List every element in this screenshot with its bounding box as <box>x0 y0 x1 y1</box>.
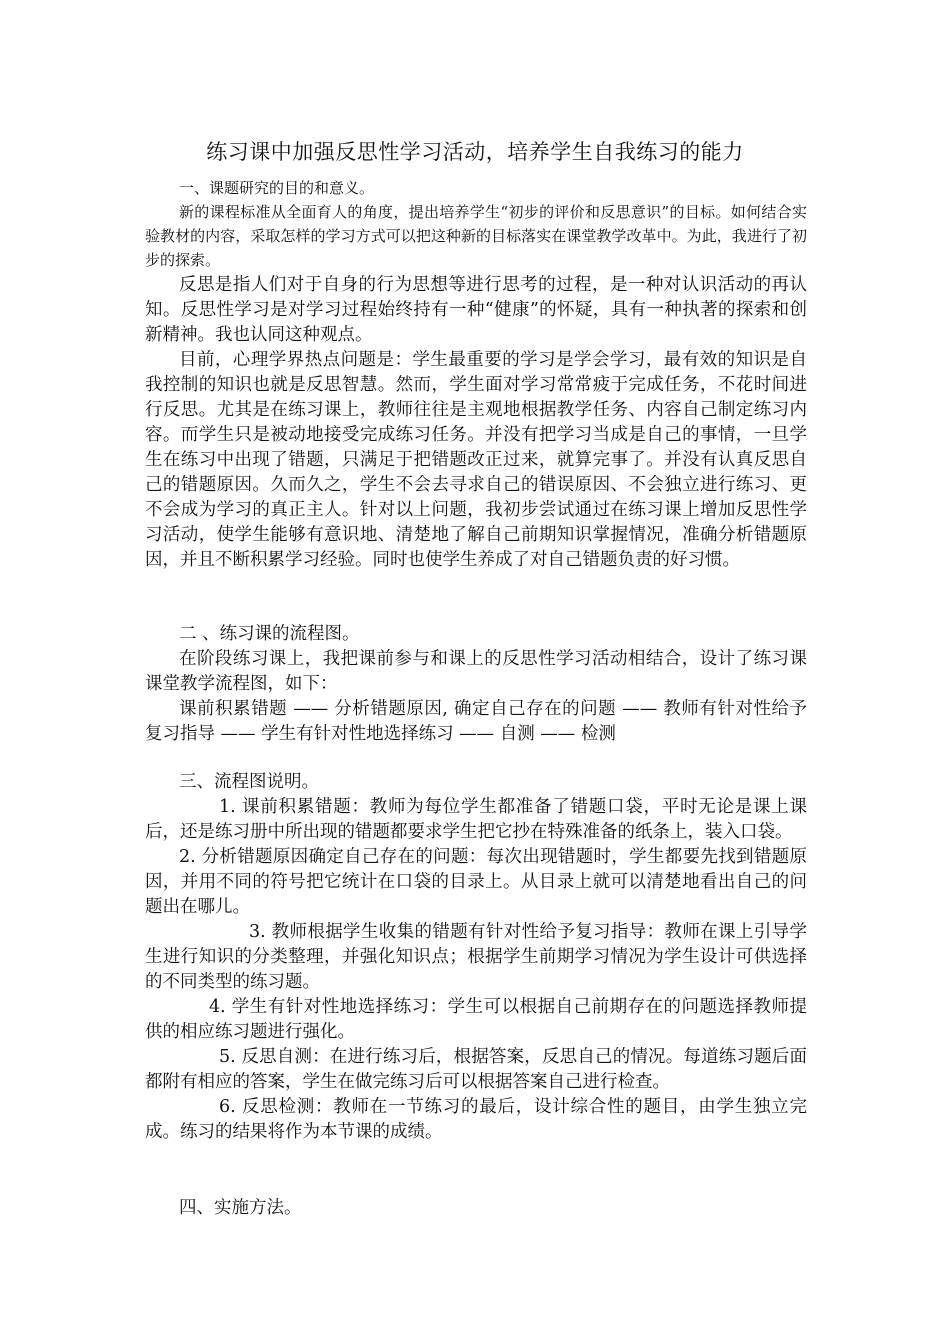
flow-sequence: 课前积累错题 —— 分析错题原因, 确定自己存在的问题 —— 教师有针对性给予复习指导 —— 学生有针对性地选择练习 —— 自测 —— 检测 <box>145 699 807 744</box>
section-methods <box>145 1196 807 1221</box>
paragraph: 新的课程标准从全面育人的角度，提出培养学生“初步的评价和反思意识”的目标。如何结合实验教材的内容，采取怎样的学习方式可以把这种新的目标落实在课堂教学改革中。为此，我进行了初步的探索。 <box>145 203 807 269</box>
paragraph: 在阶段练习课上，我把课前参与和课上的反思性学习活动相结合，设计了练习课课堂教学流程图，如下： <box>145 649 807 694</box>
section-heading: 二 、练习课的流程图。 <box>179 624 360 644</box>
section-heading: 四、实施方法。 <box>179 1198 302 1218</box>
paragraph: 反思是指人们对于自身的行为思想等进行思考的过程，是一种对认识活动的再认知。反思性学习是对学习过程始终持有一种“健康”的怀疑，具有一种执著的探索和创新精神。我也认同这种观点。 <box>145 275 807 345</box>
section-purpose-body <box>145 273 807 573</box>
section-heading: 一、课题研究的目的和意义。 <box>179 179 375 197</box>
document-title: 练习课中加强反思性学习活动，培养学生自我练习的能力 <box>206 140 744 164</box>
section-purpose <box>145 176 807 272</box>
section-flowchart <box>145 622 807 747</box>
list-item: 3. 教师根据学生收集的错题有针对性给予复习指导：教师在课上引导学生进行知识的分类整理，并强化知识点；根据学生前期学习情况为学生设计可供选择的不同类型的练习题。 <box>145 922 807 992</box>
list-item: 1. 课前积累错题：教师为每位学生都准备了错题口袋，平时无论是课上课后，还是练习册中所出现的错题都要求学生把它抄在特殊准备的纸条上，装入口袋。 <box>145 797 807 842</box>
list-item: 6. 反思检测：教师在一节练习的最后，设计综合性的题目，由学生独立完成。练习的结果将作为本节课的成绩。 <box>145 1097 807 1142</box>
section-heading: 三、流程图说明。 <box>179 772 319 792</box>
list-item: 4. 学生有针对性地选择练习：学生可以根据自己前期存在的问题选择教师提供的相应练习题进行强化。 <box>145 997 807 1042</box>
list-item: 5. 反思自测：在进行练习后，根据答案，反思自己的情况。每道练习题后面都附有相应的答案，学生在做完练习后可以根据答案自己进行检查。 <box>145 1047 807 1092</box>
list-item: 2. 分析错题原因确定自己存在的问题：每次出现错题时，学生都要先找到错题原因，并用不同的符号把它统计在口袋的目录上。从目录上就可以清楚地看出自己的问题出在哪儿。 <box>145 847 807 917</box>
section-flow-explanation <box>145 770 807 1145</box>
paragraph: 目前，心理学界热点问题是：学生最重要的学习是学会学习，最有效的知识是自我控制的知识也就是反思智慧。然而，学生面对学习常常疲于完成任务，不花时间进行反思。尤其是在练习课上，教师往往是主观地根据教学任务、内容自己制定练习内容。而学生只是被动地接受完成练习任务。并没有把学习当成是自己的事情，一旦学生在练习中出现了错题，只满足于把错题改正过来，就算完事了。并没有认真反思自己的错题原因。久而久之，学生不会去寻求自己的错误原因、不会独立进行练习、更不会成为学习的真正主人。针对以上问题，我初步尝试通过在练习课上增加反思性学习活动，使学生能够有意识地、清楚地了解自己前期知识掌握情况，准确分析错题原因，并且不断积累学习经验。同时也使学生养成了对自己错题负责的好习惯。 <box>145 350 807 570</box>
